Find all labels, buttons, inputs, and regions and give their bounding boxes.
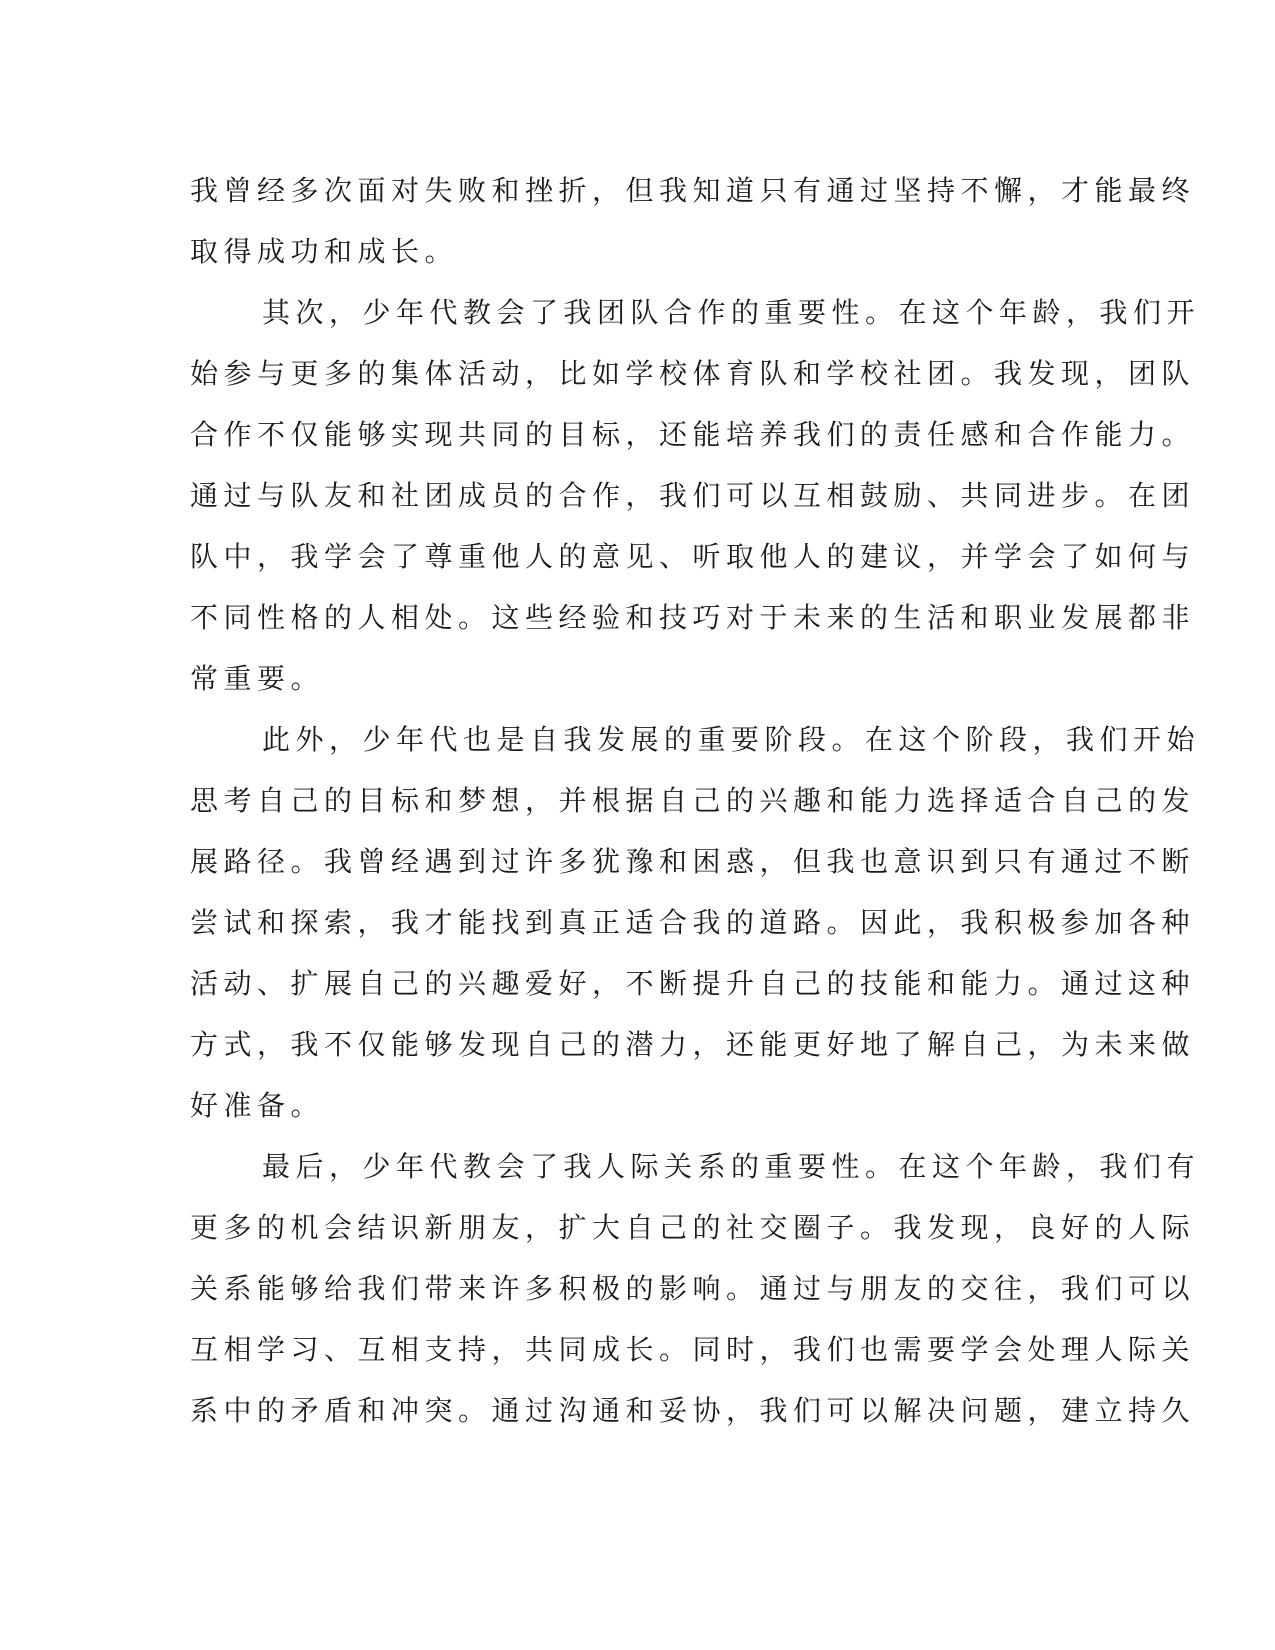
text-line: 最后，少年代教会了我人际关系的重要性。在这个年龄，我们有 — [262, 1150, 1201, 1183]
paragraph-4 — [190, 1136, 1201, 1441]
document-body — [190, 160, 1201, 1441]
text-line: 互相学习、互相支持，共同成长。同时，我们也需要学会处理人际关 — [190, 1333, 1196, 1366]
text-line: 尝试和探索，我才能找到真正适合我的道路。因此，我积极参加各种 — [190, 906, 1196, 939]
text-line: 其次，少年代教会了我团队合作的重要性。在这个年龄，我们开 — [262, 296, 1201, 329]
text-line: 常重要。 — [190, 662, 325, 695]
paragraph-2 — [190, 282, 1201, 709]
text-line: 活动、扩展自己的兴趣爱好，不断提升自己的技能和能力。通过这种 — [190, 967, 1196, 1000]
text-line: 我曾经多次面对失败和挫折，但我知道只有通过坚持不懈，才能最终 — [190, 174, 1196, 207]
text-line: 取得成功和成长。 — [190, 235, 459, 268]
text-line: 始参与更多的集体活动，比如学校体育队和学校社团。我发现，团队 — [190, 357, 1196, 390]
text-line: 更多的机会结识新朋友，扩大自己的社交圈子。我发现，良好的人际 — [190, 1211, 1196, 1244]
text-line: 关系能够给我们带来许多积极的影响。通过与朋友的交往，我们可以 — [190, 1272, 1196, 1305]
text-line: 系中的矛盾和冲突。通过沟通和妥协，我们可以解决问题，建立持久 — [190, 1394, 1196, 1427]
text-line: 此外，少年代也是自我发展的重要阶段。在这个阶段，我们开始 — [262, 723, 1201, 756]
text-line: 好准备。 — [190, 1089, 325, 1122]
text-line: 合作不仅能够实现共同的目标，还能培养我们的责任感和合作能力。 — [190, 418, 1196, 451]
paragraph-3 — [190, 709, 1201, 1136]
text-line: 通过与队友和社团成员的合作，我们可以互相鼓励、共同进步。在团 — [190, 479, 1196, 512]
text-line: 队中，我学会了尊重他人的意见、听取他人的建议，并学会了如何与 — [190, 540, 1196, 573]
paragraph-1 — [190, 160, 1196, 282]
text-line: 不同性格的人相处。这些经验和技巧对于未来的生活和职业发展都非 — [190, 601, 1196, 634]
text-line: 思考自己的目标和梦想，并根据自己的兴趣和能力选择适合自己的发 — [190, 784, 1196, 817]
text-line: 方式，我不仅能够发现自己的潜力，还能更好地了解自己，为未来做 — [190, 1028, 1196, 1061]
text-line: 展路径。我曾经遇到过许多犹豫和困惑，但我也意识到只有通过不断 — [190, 845, 1196, 878]
